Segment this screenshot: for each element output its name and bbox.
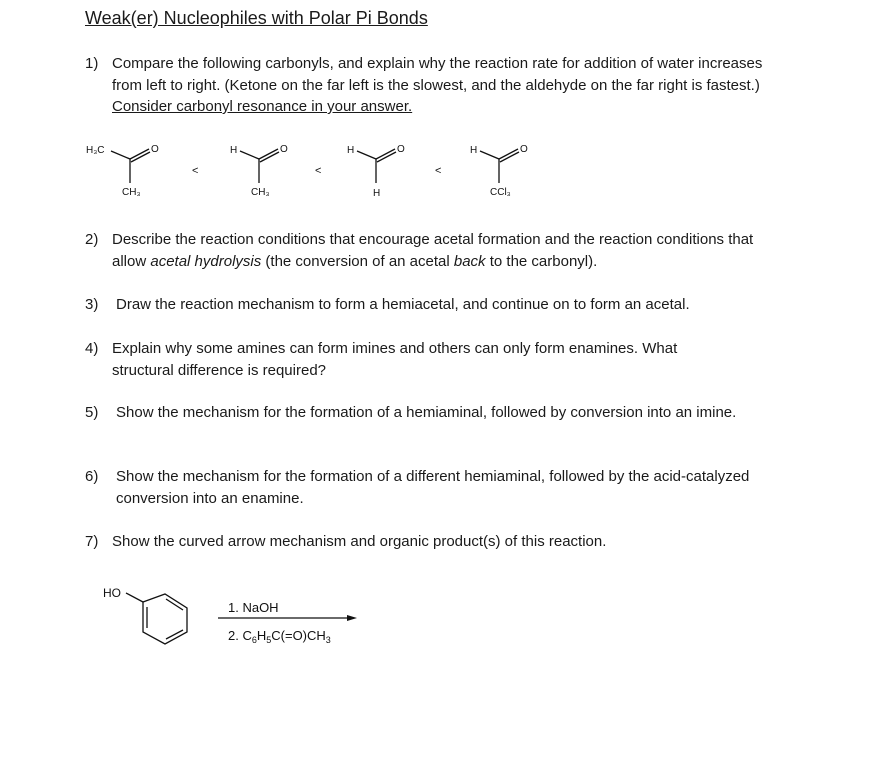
oxygen-label: O xyxy=(520,144,528,155)
oxygen-label: O xyxy=(280,144,288,155)
substituent-label: CH₃ xyxy=(251,187,270,198)
benzene-ring-icon xyxy=(126,593,187,644)
question-text: Show the mechanism for the formation of a hemiaminal, followed by conversion into an imine. xyxy=(116,404,737,421)
question-text: Explain why some amines can form imines and others can only form enamines. What structural difference is required? xyxy=(112,340,678,379)
question-number: 1) xyxy=(85,55,99,72)
less-than-symbol: < xyxy=(192,165,199,177)
substituent-label: H xyxy=(347,145,355,156)
question-2-italic-b: back xyxy=(453,252,486,270)
question-2-text-a: Describe the reaction conditions that encourage acetal formation and the reaction conditions that allow xyxy=(112,231,754,270)
less-than-symbol: < xyxy=(435,165,442,177)
question-2-text-b: (the conversion of an acetal xyxy=(261,252,454,270)
question-text: Show the curved arrow mechanism and organic product(s) of this reaction. xyxy=(112,533,607,550)
question-number: 6) xyxy=(85,468,99,485)
question-number: 7) xyxy=(85,533,99,550)
question-text: Show the mechanism for the formation of a different hemiaminal, followed by the acid-catalyzed conversion into an enamine. xyxy=(116,468,750,507)
question-number: 3) xyxy=(85,296,99,313)
question-1-underlined: Consider carbonyl resonance in your answer. xyxy=(112,98,413,115)
page-title: Weak(er) Nucleophiles with Polar Pi Bonds xyxy=(85,8,428,28)
reagent-step-1: 1. NaOH xyxy=(228,600,279,615)
substituent-label: H₃C xyxy=(86,145,105,156)
hydroxyl-label: HO xyxy=(103,586,121,600)
question-1-text: Compare the following carbonyls, and explain why the reaction rate for addition of water increases from left to right. (Ketone on the far left is the slowest, and the aldehyde on the far right is fastest.) xyxy=(112,55,763,94)
question-number: 5) xyxy=(85,404,99,421)
substituent-label: H xyxy=(373,188,381,199)
substituent-label: H xyxy=(230,145,238,156)
question-number: 4) xyxy=(85,340,99,357)
reaction-scheme xyxy=(95,580,395,660)
question-text: Draw the reaction mechanism to form a hemiacetal, and continue on to form an acetal. xyxy=(116,296,690,313)
oxygen-label: O xyxy=(397,144,405,155)
question-text xyxy=(112,53,777,118)
carbonyl-structures xyxy=(80,138,560,210)
arrow-head-icon xyxy=(347,615,357,621)
substituent-label: CCl₃ xyxy=(490,187,511,198)
question-2-italic-a: acetal hydrolysis xyxy=(150,252,262,270)
less-than-symbol: < xyxy=(315,165,322,177)
substituent-label: H xyxy=(470,145,478,156)
substituent-label: CH₃ xyxy=(122,187,141,198)
oxygen-label: O xyxy=(151,144,159,155)
question-number: 2) xyxy=(85,231,99,248)
question-2-text-c: to the carbonyl). xyxy=(485,252,598,270)
reagent-step-2: 2. $C_6H_5C(=O)CH_3$ xyxy=(228,628,331,645)
question-text xyxy=(112,229,777,272)
